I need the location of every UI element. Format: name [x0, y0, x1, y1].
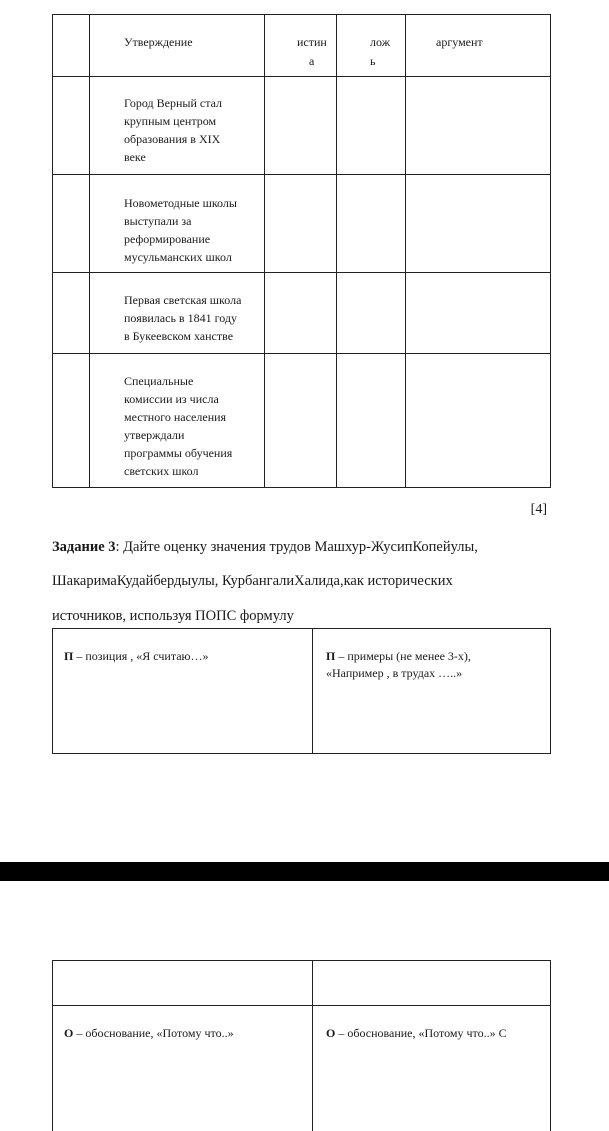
statement-line: местного населения — [124, 410, 227, 424]
statement-line: крупным центром — [124, 114, 217, 128]
pops-examples-label — [326, 648, 471, 682]
score-label: [4] — [530, 502, 547, 517]
statement-line: Специальные — [124, 374, 194, 388]
statement-line: Первая светская школа — [124, 293, 242, 307]
pops-position-label — [64, 648, 209, 665]
task3-text: : Дайте оценку значения трудов Машхур-ЖусипКопейулы, — [115, 539, 478, 555]
pops-letter: П — [326, 649, 336, 663]
pops-examples-text-2: «Например , в трудах …..» — [326, 666, 463, 680]
pops-letter: О — [326, 1026, 336, 1040]
task3-line2: ШакаримаКудайбердыулы, КурбангалиХалида,как исторических — [52, 573, 453, 589]
table-col-divider — [405, 14, 406, 488]
statement-line: Город Верный стал — [124, 96, 223, 110]
pops-justification-label-right — [326, 1025, 507, 1042]
task3-line1 — [52, 537, 478, 557]
pops-letter: П — [64, 649, 74, 663]
pops-table-top — [52, 628, 551, 754]
page-separator-bar — [0, 862, 609, 881]
header-argument: аргумент — [436, 35, 483, 49]
header-true-line2: а — [309, 54, 315, 68]
pops-row-divider — [53, 1005, 550, 1006]
table-row-divider — [52, 353, 551, 354]
statement-line: появилась в 1841 году — [124, 311, 237, 325]
table-border-left — [52, 14, 53, 488]
true-false-table — [52, 14, 551, 488]
pops-justification-label-left — [64, 1025, 234, 1042]
pops-position-text: – позиция , «Я считаю…» — [73, 649, 209, 663]
table-row-divider — [52, 272, 551, 273]
table-col-divider — [264, 14, 265, 488]
pops-justification-text: – обоснование, «Потому что..» — [73, 1026, 234, 1040]
statement-line: выступали за — [124, 214, 192, 228]
table-col-divider — [336, 14, 337, 488]
pops-col-divider — [312, 629, 313, 753]
table-border-right — [550, 14, 551, 488]
pops-table-bottom — [52, 960, 551, 1131]
header-statement: Утверждение — [124, 35, 193, 49]
task3-line3: источников, используя ПОПС формулу — [52, 608, 294, 624]
header-true-line1: истин — [297, 35, 327, 49]
header-false-line2: ь — [370, 54, 376, 68]
statement-cell — [124, 291, 241, 345]
statement-line: программы обучения — [124, 446, 233, 460]
statement-line: Новометодные школы — [124, 196, 237, 210]
pops-examples-text: – примеры (не менее 3-х), — [335, 649, 471, 663]
table-row-divider — [52, 76, 551, 77]
statement-line: образования в XIX — [124, 132, 221, 146]
statement-line: комиссии из числа — [124, 392, 219, 406]
task3-label: Задание 3 — [52, 539, 116, 555]
statement-line: утверждали — [124, 428, 185, 442]
pops-justification-text: – обоснование, «Потому что..» С — [335, 1026, 507, 1040]
pops-col-divider — [312, 961, 313, 1131]
statement-cell — [124, 194, 237, 266]
statement-line: в Букеевском ханстве — [124, 329, 234, 343]
header-false-line1: лож — [370, 35, 390, 49]
statement-cell — [124, 94, 222, 166]
statement-line: реформирование — [124, 232, 211, 246]
table-row-divider — [52, 174, 551, 175]
statement-line: мусульманских школ — [124, 250, 232, 264]
pops-letter: О — [64, 1026, 74, 1040]
table-border-top — [52, 14, 551, 15]
statement-cell — [124, 372, 232, 480]
table-col-divider — [89, 14, 90, 488]
table-border-bottom — [52, 487, 551, 488]
statement-line: веке — [124, 150, 146, 164]
statement-line: светских школ — [124, 464, 199, 478]
